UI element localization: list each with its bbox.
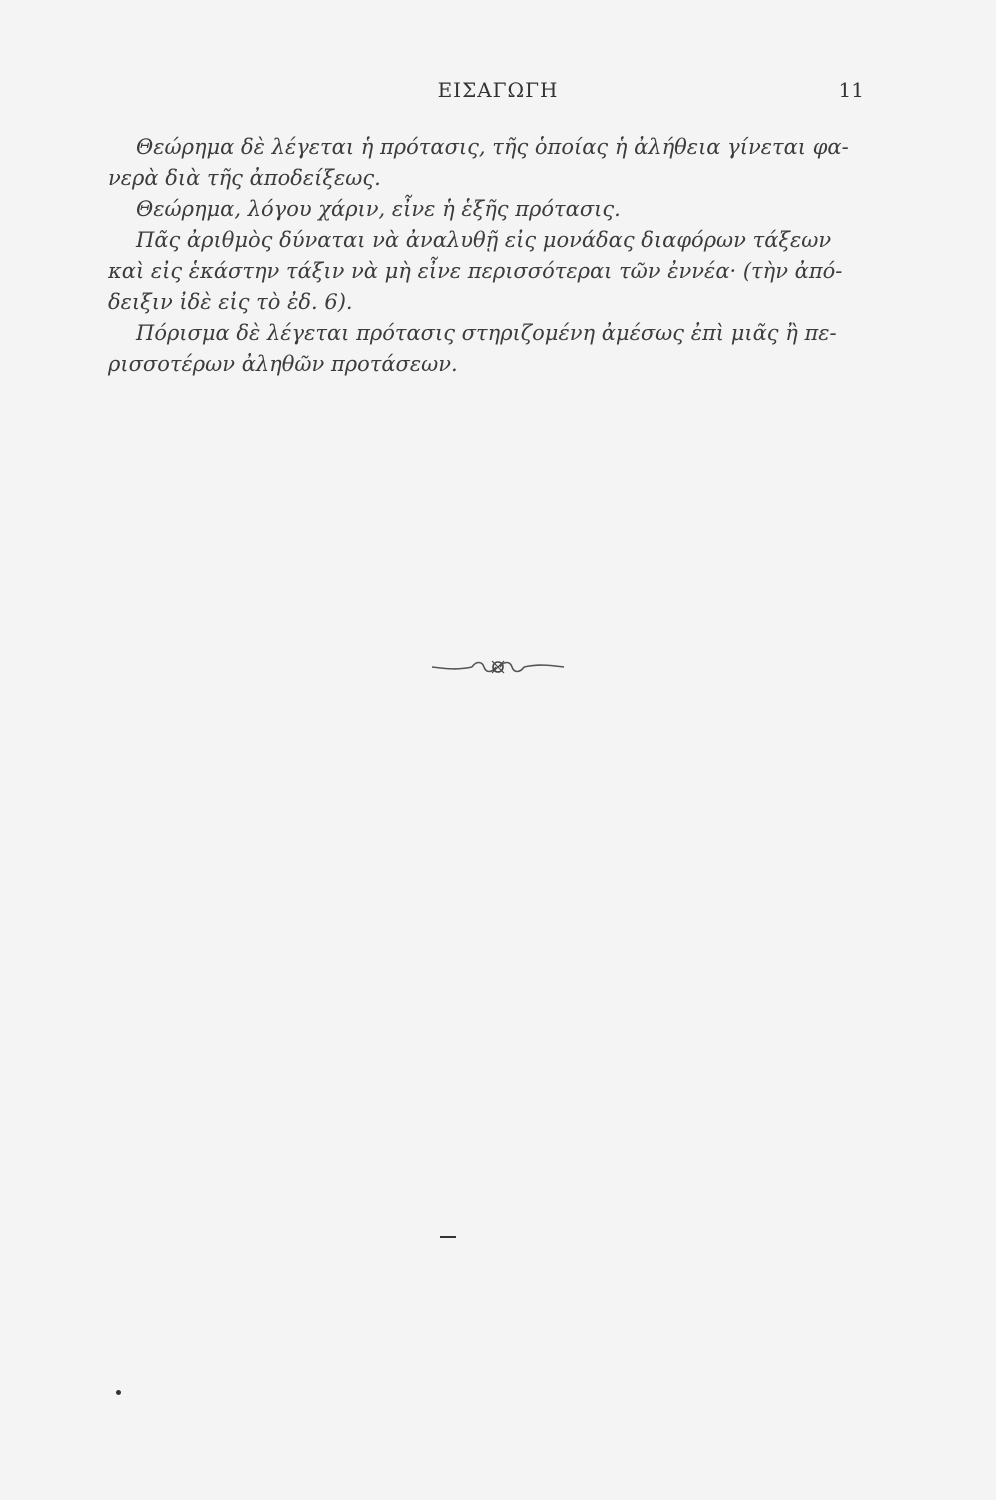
running-header: ΕΙΣΑΓΩΓΗ bbox=[437, 78, 559, 102]
decorative-divider-ornament bbox=[0, 655, 996, 679]
body-text bbox=[108, 132, 868, 380]
page-number: 11 bbox=[838, 78, 864, 102]
text-line: Θεώρημα δὲ λέγεται ἡ πρότασις, τῆς ὁποίας ἡ ἀλήθεια γίνεται φα- bbox=[136, 135, 849, 159]
text-line: καὶ εἰς ἑκάστην τάξιν νὰ μὴ εἶνε περισσότεραι τῶν ἐννέα· (τὴν ἀπό- bbox=[108, 259, 843, 283]
text-line: δειξιν ἰδὲ εἰς τὸ ἐδ. 6). bbox=[108, 290, 353, 314]
text-line: Πᾶς ἀριθμὸς δύναται νὰ ἀναλυθῇ εἰς μονάδας διαφόρων τάξεων bbox=[136, 228, 832, 252]
text-line: ρισσοτέρων ἀληθῶν προτάσεων. bbox=[108, 352, 458, 376]
ink-dot bbox=[116, 1390, 121, 1395]
text-line: Θεώρημα, λόγου χάριν, εἶνε ἡ ἑξῆς πρότασις. bbox=[136, 197, 621, 221]
text-line: νερὰ διὰ τῆς ἀποδείξεως. bbox=[108, 166, 381, 190]
text-line: Πόρισμα δὲ λέγεται πρότασις στηριζομένη ἀμέσως ἐπὶ μιᾶς ἢ πε- bbox=[136, 321, 837, 345]
ink-mark bbox=[440, 1236, 456, 1238]
